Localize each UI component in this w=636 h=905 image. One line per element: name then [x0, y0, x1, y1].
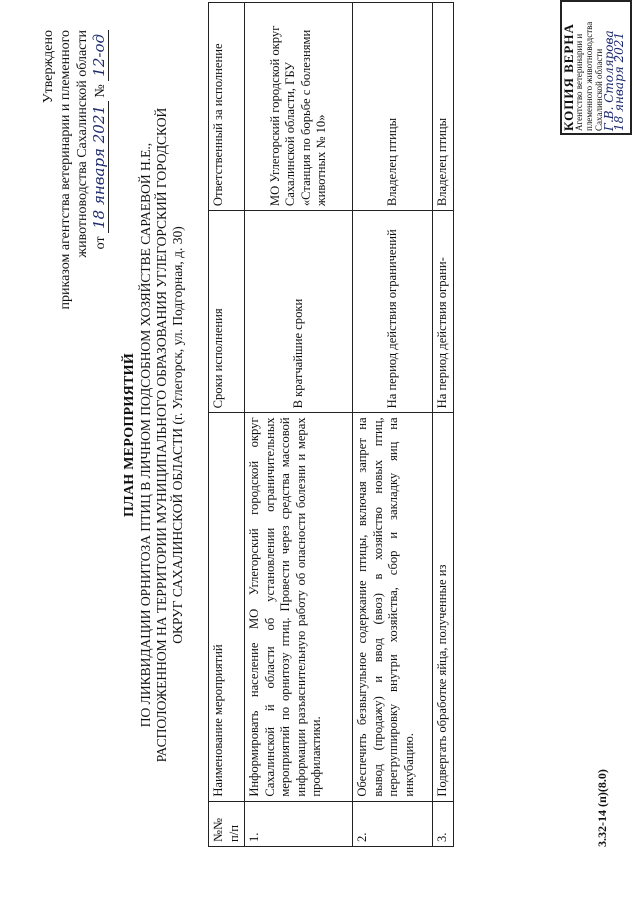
approval-order-line: приказом агентства ветеринарии и племенного [58, 30, 73, 310]
document-code: 3.32-14 (п)(8.0) [595, 769, 609, 847]
stamp-org: Агентство ветеринарии и племенного животноводства Сахалинской области [574, 21, 604, 131]
plan-subtitle-2: РАСПОЛОЖЕННОМ НА ТЕРРИТОРИИ МУНИЦИПАЛЬНОГО ОБРАЗОВАНИЯ УГЛЕГОРСКИЙ ГОРОДСКОЙ [154, 107, 169, 763]
row-resp: Владелец птицы [433, 3, 454, 211]
header-resp: Ответственный за исполнение [209, 3, 245, 211]
table-row [245, 3, 353, 847]
date-prefix: от [93, 236, 108, 250]
row-resp: МО Углегорский городской округ Сахалинской области, ГБУ «Станция по борьбе с болезнями животных № 10» [245, 3, 353, 211]
approval-agency-line: животноводства Сахалинской области [75, 30, 90, 258]
table-row [433, 3, 454, 847]
approval-date-line [91, 30, 109, 390]
plan-subtitle-1: ПО ЛИКВИДАЦИИ ОРНИТОЗА ПТИЦ В ЛИЧНОМ ПОДСОБНОМ ХОЗЯЙСТВЕ САРАЕВОЙ Н.Е., [138, 142, 153, 728]
approval-block [40, 30, 109, 390]
measures-table [208, 2, 454, 847]
stamp-signature: Г.В. Столярова [602, 30, 616, 131]
plan-subtitle-3: ОКРУГ САХАЛИНСКОЙ ОБЛАСТИ (г. Углегорск, ул. Подгорная, д. 30) [170, 226, 185, 644]
handwritten-number: 12-од [90, 30, 109, 81]
stamp-title: КОПИЯ ВЕРНА [561, 23, 576, 131]
row-resp: Владелец птицы [353, 3, 433, 211]
row-num: 3. [433, 801, 454, 846]
table-row [353, 3, 433, 847]
table-header-row [209, 3, 245, 847]
row-num: 1. [245, 801, 353, 846]
handwritten-date: 18 января 2021 [90, 101, 109, 233]
document-title [122, 35, 186, 835]
copy-stamp [560, 0, 632, 135]
row-term: В кратчайшие сроки [245, 211, 353, 413]
row-term: На период действия ограни- [433, 211, 454, 413]
number-prefix: № [93, 84, 108, 98]
row-name: Обеспечить безвыгульное содержание птицы, включая запрет на вывод (продажу) и ввод (ввоз) в хозяйство новых птиц, перегруппировку внутри хозяйства, сбор и закладку яиц на инкубацию. [353, 413, 433, 801]
row-name: Подвергать обработке яйца, полученные из [433, 413, 454, 801]
plan-heading: ПЛАН МЕРОПРИЯТИЙ [122, 352, 137, 518]
header-term: Сроки исполнения [209, 211, 245, 413]
header-name: Наименование мероприятий [209, 413, 245, 801]
approval-title: Утверждено [41, 30, 56, 104]
header-num: №№ п/п [209, 801, 245, 846]
row-term: На период действия ограничений [353, 211, 433, 413]
row-num: 2. [353, 801, 433, 846]
row-name: Информировать население МО Углегорский городской округ Сахалинской й области об установлении ограничительных мероприятий по орнитозу птиц. Провести через средства массовой информации разъяснительную работу об опасности болезни и мерах профилактики. [245, 413, 353, 801]
stamp-date: 18 января 2021 [612, 31, 626, 131]
